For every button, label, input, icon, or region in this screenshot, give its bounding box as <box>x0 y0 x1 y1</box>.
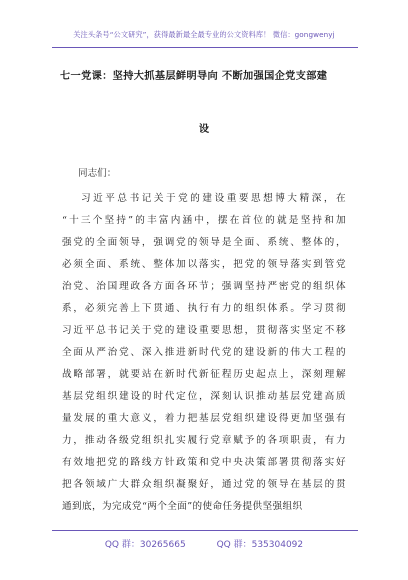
footer-qq-group-2: QQ 群：535304092 <box>216 540 304 550</box>
header-rule <box>52 47 358 48</box>
body-line: 强党的全面领导，强调党的领导是全面、系统、整体的， <box>62 237 346 248</box>
document-title: 七一党课：坚持大抓基层鲜明导向 不断加强国企党支部建 <box>60 71 328 82</box>
header-banner: 关注头条号“公文研究”，获得最新最全最专业的公文资料库！ 微信：gongwenyj <box>73 30 335 39</box>
footer-contact <box>0 537 408 550</box>
body-line: 把各领域广大群众组织凝聚好，通过党的领导在基层的贯 <box>62 479 346 490</box>
salutation: 同志们： <box>78 168 117 179</box>
body-line: 力，推动各级党组织扎实履行党章赋予的各项职责，有力 <box>62 435 346 446</box>
body-line: 有效地把党的路线方针政策和党中央决策部署贯彻落实好 <box>62 457 346 468</box>
footer-qq-group-1: QQ 群：30265665 <box>104 540 186 550</box>
body-line: 习近平总书记关于党的建设重要思想博大精深，在 <box>81 193 346 204</box>
body-line: 通到底，为完成党“两个全面”的使命任务提供坚强组织 <box>62 501 303 512</box>
body-line: 战略部署，就要站在新时代新征程历史起点上，深刻理解 <box>62 369 346 380</box>
body-line: “十三个坚持”的丰富内涵中，摆在首位的就是坚持和加 <box>62 215 346 226</box>
footer-rule <box>52 530 358 531</box>
body-line: 治党、治国理政各方面各环节；强调坚持严密党的组织体 <box>62 281 346 292</box>
body-line: 系，必须完善上下贯通、执行有力的组织体系。学习贯彻 <box>62 303 346 314</box>
body-line: 基层党组织建设的时代定位，深刻认识推动基层党建高质 <box>62 391 346 402</box>
body-line: 量发展的重大意义，着力把基层党组织建设得更加坚强有 <box>62 413 346 424</box>
body-line: 必须全面、系统、整体加以落实，把党的领导落实到管党 <box>62 259 346 270</box>
body-line: 全面从严治党、深入推进新时代党的建设新的伟大工程的 <box>62 347 346 358</box>
document-title-continued: 设 <box>198 124 210 135</box>
body-line: 习近平总书记关于党的建设重要思想，贯彻落实坚定不移 <box>62 325 346 336</box>
